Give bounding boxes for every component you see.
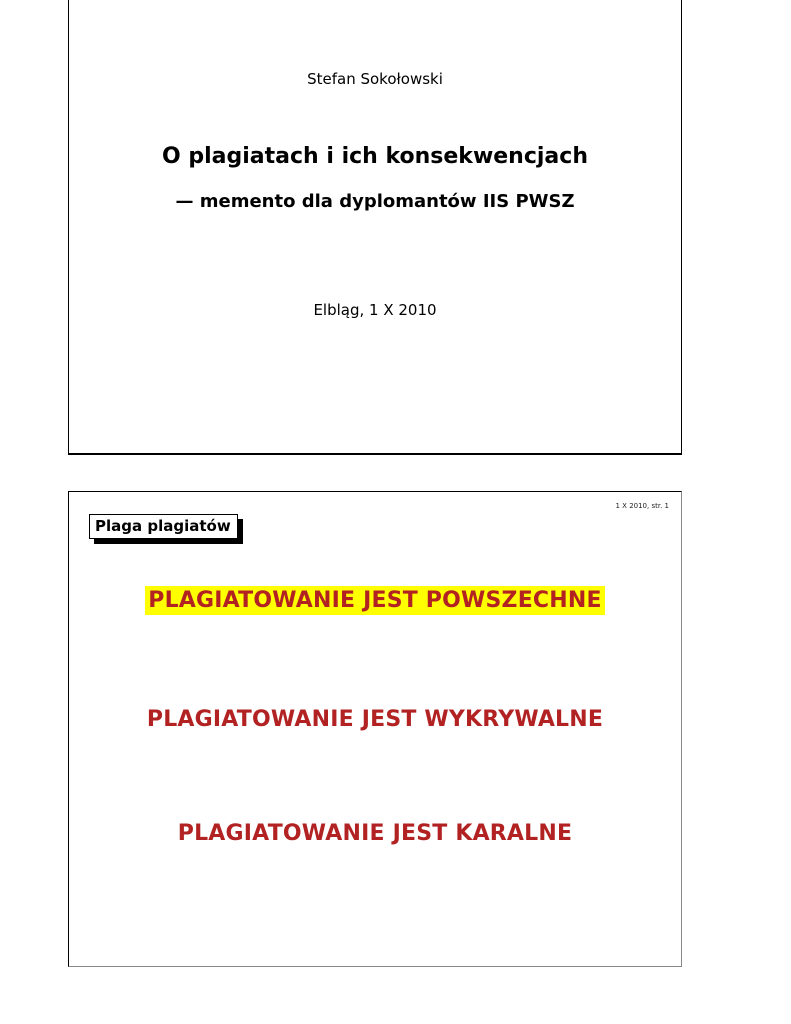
author-name: Stefan Sokołowski [307,70,443,88]
presentation-date: Elbląg, 1 X 2010 [313,301,437,319]
presentation-title: O plagiatach i ich konsekwencjach [162,144,588,169]
claim-widespread-highlight: PLAGIATOWANIE JEST POWSZECHNE [145,586,604,615]
presentation-subtitle: — memento dla dyplomantów IIS PWSZ [175,191,575,212]
claim-detectable: PLAGIATOWANIE JEST WYKRYWALNE [146,707,604,732]
claim-punishable: PLAGIATOWANIE JEST KARALNE [177,821,573,846]
content-slide [68,491,682,967]
frame-title-box [89,514,238,539]
claim-widespread [69,588,681,613]
slide-number: 1 X 2010, str. 1 [615,502,669,510]
frame-title: Plaga plagiatów [89,514,238,539]
title-slide [68,0,682,455]
